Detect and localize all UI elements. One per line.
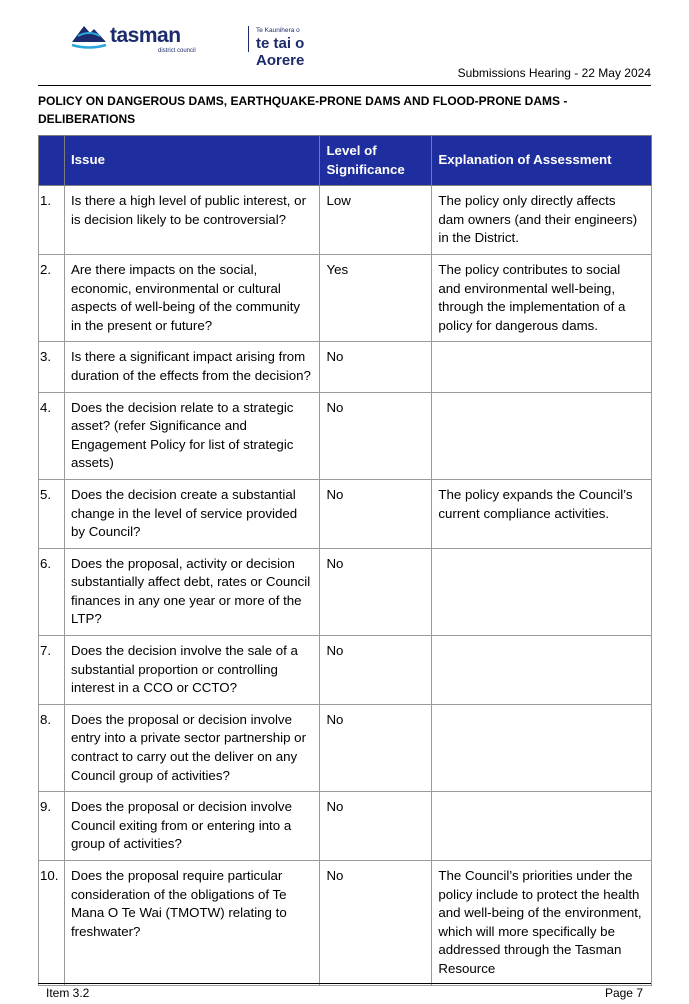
table-row xyxy=(39,792,652,861)
row-number: 3. xyxy=(39,342,65,392)
row-explanation: The Council’s priorities under the policy include to protect the health and well-being of the environment, which will more specifically be addressed through the Tasman Resource xyxy=(432,861,652,986)
row-number: 1. xyxy=(39,186,65,255)
logo-divider xyxy=(248,26,249,52)
table-row xyxy=(39,548,652,635)
row-number: 4. xyxy=(39,392,65,479)
row-level: No xyxy=(320,861,432,986)
row-issue: Does the decision relate to a strategic asset? (refer Significance and Engagement Policy for list of strategic assets) xyxy=(64,392,319,479)
row-issue: Does the proposal or decision involve Council exiting from or entering into a group of activities? xyxy=(64,792,319,861)
header-issue: Issue xyxy=(64,136,319,186)
meeting-header: Submissions Hearing - 22 May 2024 xyxy=(457,66,651,80)
row-explanation xyxy=(432,704,652,791)
row-issue: Are there impacts on the social, economic, environmental or cultural aspects of well-being of the community in the present or future? xyxy=(64,254,319,341)
row-number: 9. xyxy=(39,792,65,861)
row-number: 6. xyxy=(39,548,65,635)
table-row xyxy=(39,392,652,479)
row-level: No xyxy=(320,704,432,791)
row-issue: Is there a significant impact arising from duration of the effects from the decision? xyxy=(64,342,319,392)
row-level: No xyxy=(320,342,432,392)
row-number: 10. xyxy=(39,861,65,986)
footer-item: Item 3.2 xyxy=(46,986,90,1000)
row-explanation xyxy=(432,792,652,861)
row-level: No xyxy=(320,636,432,705)
table-row xyxy=(39,342,652,392)
row-explanation xyxy=(432,392,652,479)
table-row xyxy=(39,479,652,548)
row-number: 5. xyxy=(39,479,65,548)
row-level: No xyxy=(320,548,432,635)
row-issue: Does the proposal or decision involve entry into a private sector partnership or contract to carry out the deliver on any Council group of activities? xyxy=(64,704,319,791)
row-level: Yes xyxy=(320,254,432,341)
table-row xyxy=(39,186,652,255)
table-row xyxy=(39,861,652,986)
table-row xyxy=(39,636,652,705)
row-explanation: The policy contributes to social and environmental well-being, through the implementation of a policy for dangerous dams. xyxy=(432,254,652,341)
row-explanation xyxy=(432,342,652,392)
council-logo xyxy=(70,20,310,69)
header-number xyxy=(39,136,65,186)
row-level: No xyxy=(320,792,432,861)
row-number: 7. xyxy=(39,636,65,705)
row-number: 8. xyxy=(39,704,65,791)
table-header-row xyxy=(39,136,652,186)
row-level: Low xyxy=(320,186,432,255)
page-title: POLICY ON DANGEROUS DAMS, EARTHQUAKE-PRONE DAMS AND FLOOD-PRONE DAMS - DELIBERATIONS xyxy=(38,94,568,126)
row-issue: Does the decision involve the sale of a substantial proportion or controlling interest in a CCO or CCTO? xyxy=(64,636,319,705)
table-row xyxy=(39,254,652,341)
footer-divider xyxy=(38,983,651,984)
row-issue: Does the proposal require particular consideration of the obligations of Te Mana O Te Wai (TMOTW) relating to freshwater? xyxy=(64,861,319,986)
row-issue: Does the decision create a substantial change in the level of service provided by Council? xyxy=(64,479,319,548)
header-level: Level of Significance xyxy=(320,136,432,186)
logo-subtitle: district council xyxy=(158,48,196,54)
row-level: No xyxy=(320,392,432,479)
logo-maori-name: te tai o Aorere xyxy=(256,35,305,69)
footer-page-number: Page 7 xyxy=(604,986,643,1000)
header-divider xyxy=(38,85,651,86)
logo-maori-small: Te Kaunihera o xyxy=(256,27,300,34)
logo-wordmark: tasman xyxy=(110,24,181,47)
row-explanation xyxy=(432,636,652,705)
table-row xyxy=(39,704,652,791)
header-explanation: Explanation of Assessment xyxy=(432,136,652,186)
row-issue: Does the proposal, activity or decision substantially affect debt, rates or Council finances in any one year or more of the LTP? xyxy=(64,548,319,635)
row-number: 2. xyxy=(39,254,65,341)
row-explanation: The policy expands the Council’s current compliance activities. xyxy=(432,479,652,548)
row-explanation xyxy=(432,548,652,635)
row-level: No xyxy=(320,479,432,548)
mountain-logo-icon xyxy=(70,20,108,50)
row-explanation: The policy only directly affects dam owners (and their engineers) in the District. xyxy=(432,186,652,255)
row-issue: Is there a high level of public interest, or is decision likely to be controversial? xyxy=(64,186,319,255)
significance-table xyxy=(38,135,652,986)
